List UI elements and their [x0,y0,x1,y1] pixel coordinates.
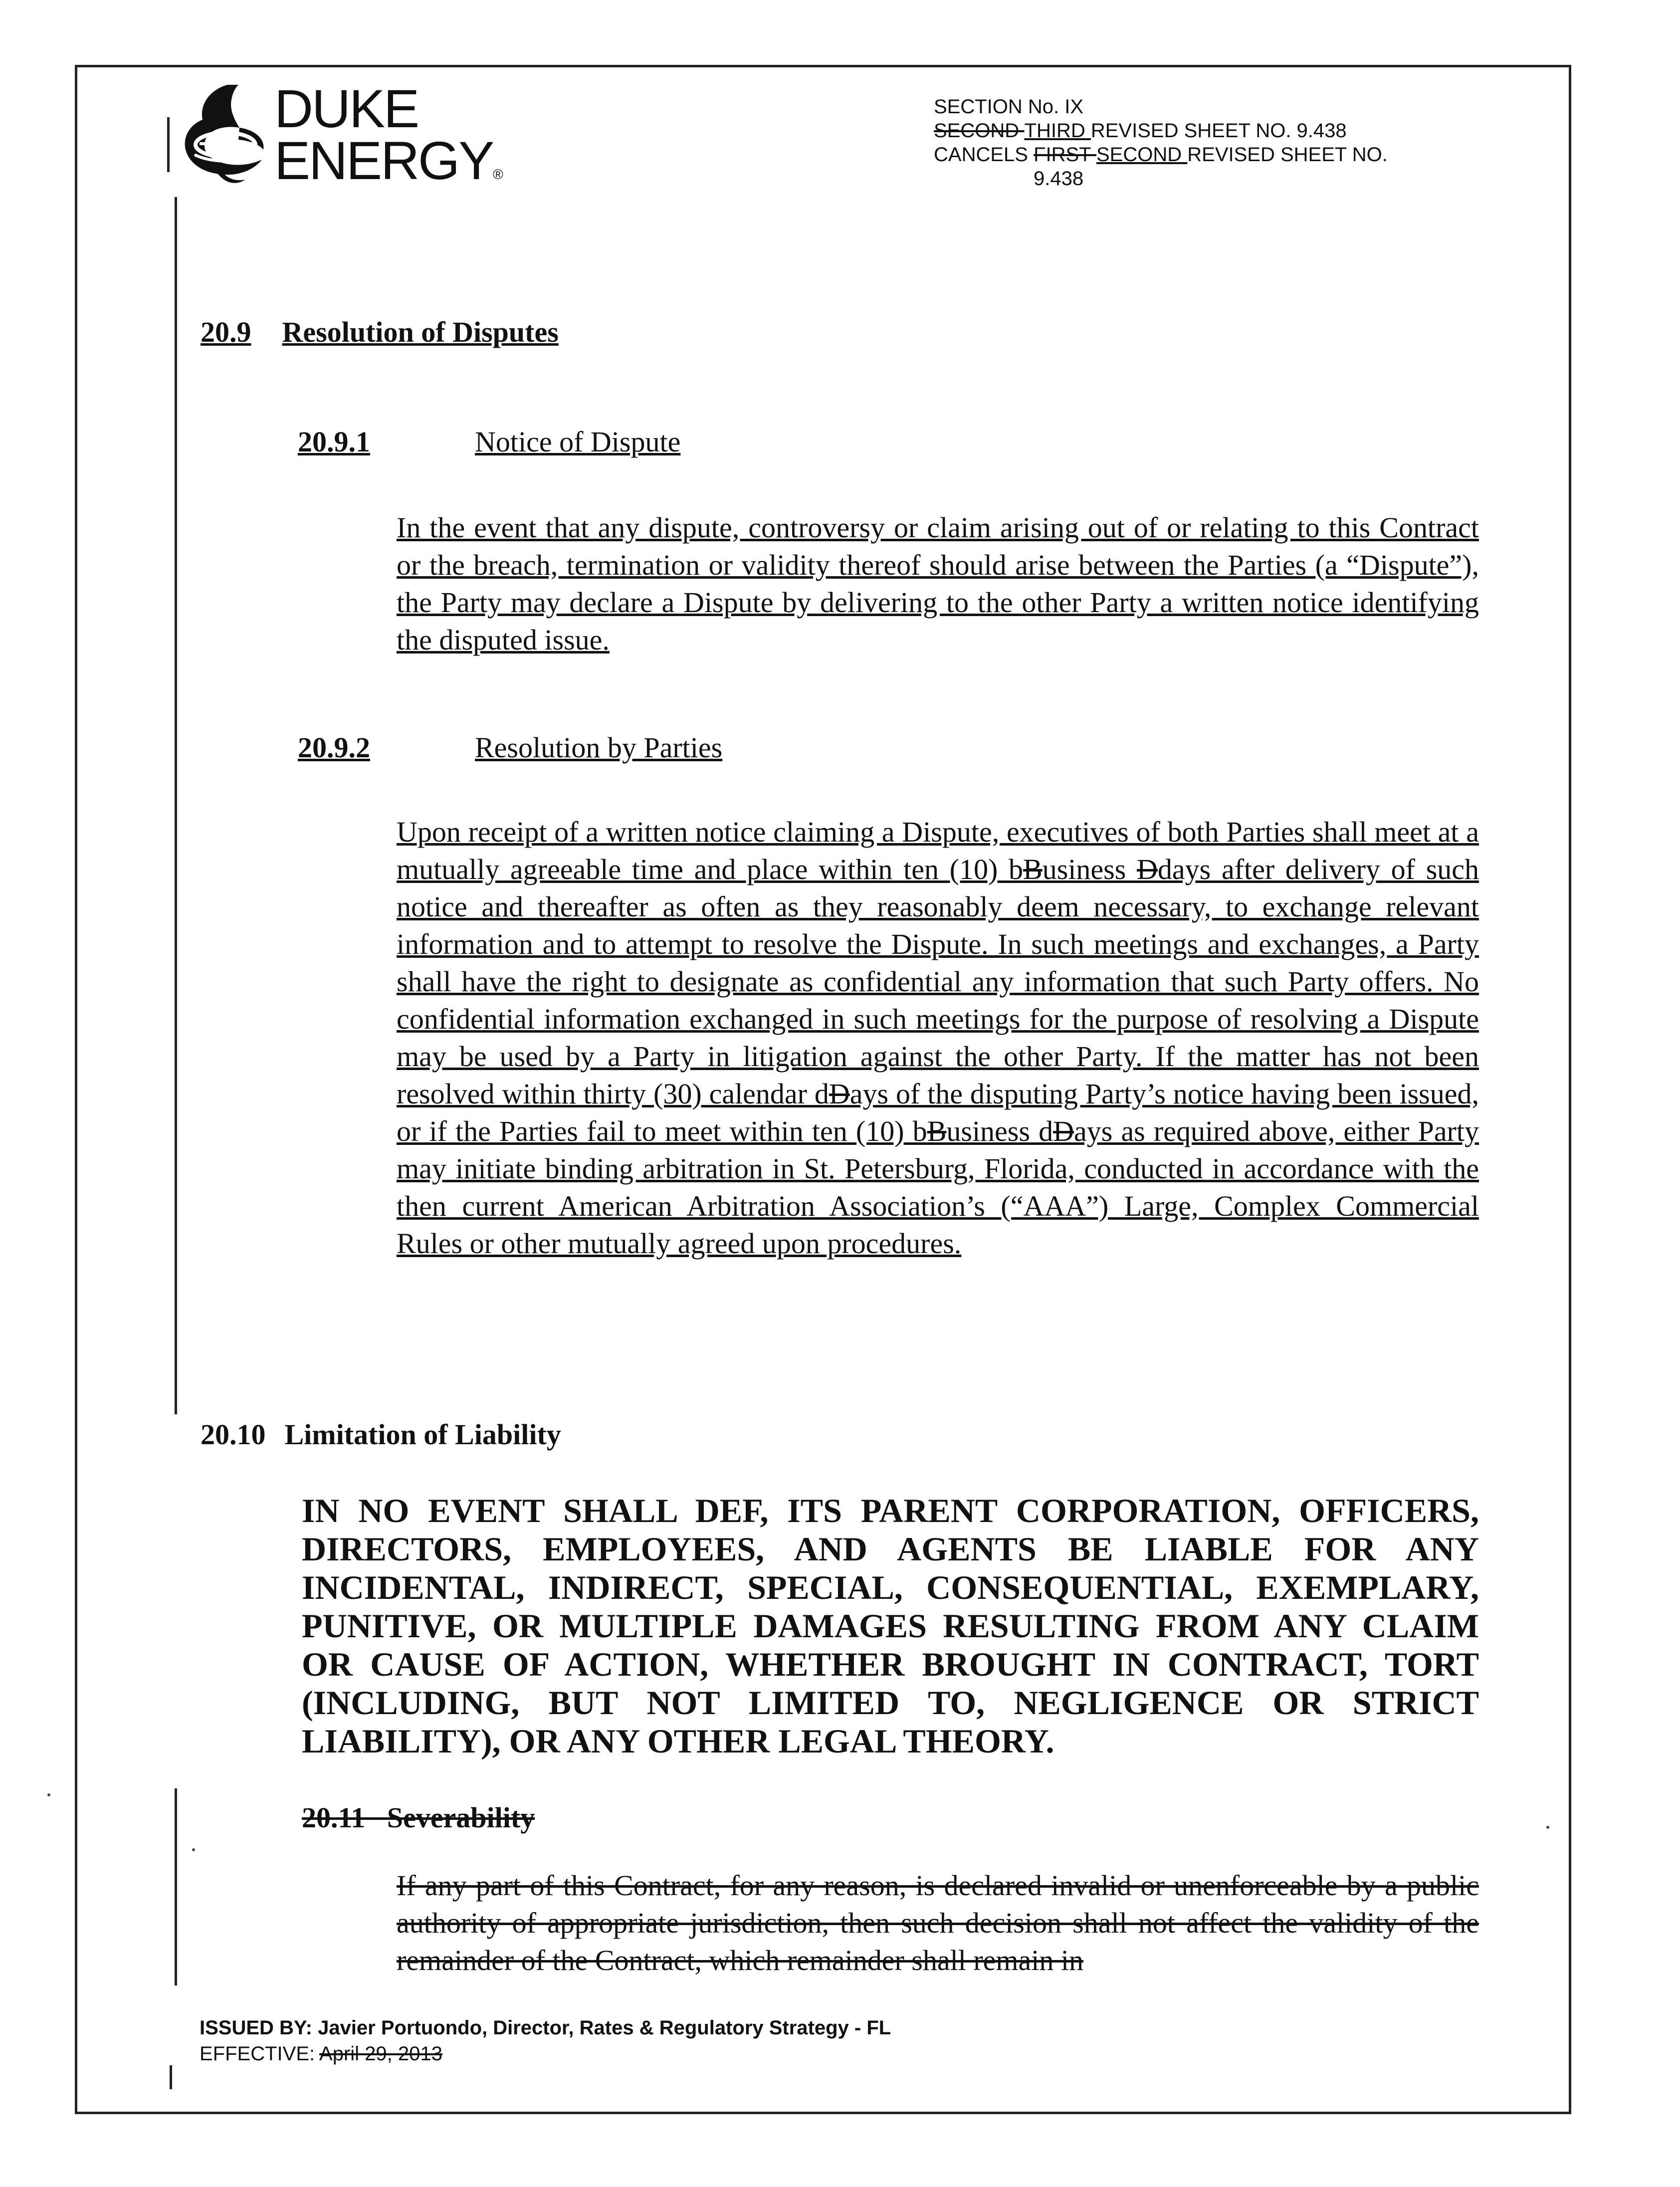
section-number: SECTION No. IX [934,96,1084,118]
struck-letter: D [1053,1115,1074,1147]
footer-effective [200,2041,442,2066]
sheet-header [934,95,1388,191]
logo-line-energy: ENERGY® [274,130,502,191]
revised-struck-text: SECOND [934,120,1025,142]
struck-letter: D [1137,853,1158,885]
section-20-9-1-title: Notice of Dispute [475,426,681,458]
change-bar-footer [170,2065,172,2089]
cancels-sheet-line: CANCELS FIRST SECOND REVISED SHEET NO. [934,144,1388,166]
section-20-10-title: Limitation of Liability [284,1418,561,1451]
scan-speck [192,1848,195,1851]
section-20-9-2-body: Upon receipt of a written notice claiming a Dispute, executives of both Parties shall meet at a mutually agreeable time and place within ten (10) bBusiness Ddays after delivery of such notice and thereafter as often as they reasonably deem necessary, to exchange relevant information and to attempt to resolve the Dispute. In such meetings and exchanges, a Party shall have the right to designate as confidential any information that such Party offers. No confidential information exchanged in such meetings for the purpose of resolving a Dispute may be used by a Party in litigation against the other Party. If the matter has not been resolved within thirty (30) calendar dDays of the disputing Party’s notice having been issued, or if the Parties fail to meet within ten (10) bBusiness dDays as required above, either Party may initiate binding arbitration in St. Petersburg, Florida, conducted in accordance with the then current American Arbitration Association’s (“AAA”) Large, Complex Commercial Rules or other mutually agreed upon procedures. [397,816,1479,1260]
section-20-10-body: IN NO EVENT SHALL DEF, ITS PARENT CORPORATION, OFFICERS, DIRECTORS, EMPLOYEES, AND AGENTS BE LIABLE FOR ANY INCIDENTAL, INDIRECT, SPECIAL, CONSEQUENTIAL, EXEMPLARY, PUNITIVE, OR MULTIPLE DAMAGES RESULTING FROM ANY CLAIM OR CAUSE OF ACTION, WHETHER BROUGHT IN CONTRACT, TORT (INCLUDING, BUT NOT LIMITED TO, NEGLIGENCE OR STRICT LIABILITY), OR ANY OTHER LEGAL THEORY. [302,1492,1479,1760]
scan-speck [47,1793,50,1796]
revised-new-text: THIRD [1024,120,1091,142]
cancels-sheet-number: 9.438 [1034,168,1084,190]
section-20-9-1-heading [298,425,680,458]
struck-letter: D [829,1078,850,1110]
registered-mark: ® [493,167,502,182]
footer-issued-by: ISSUED BY: Javier Portuondo, Director, Rates & Regulatory Strategy - FL [200,2017,891,2039]
cancels-new-text: SECOND [1096,144,1188,166]
section-20-10-heading [201,1418,561,1451]
section-20-10-number: 20.10 [201,1418,266,1451]
section-20-9-title: Resolution of Disputes [282,316,559,348]
effective-date-struck: April 29, 2013 [319,2043,442,2065]
duke-energy-logo [180,78,502,195]
section-20-11-heading: 20.11 Severability [302,1801,535,1834]
section-20-9-2-title: Resolution by Parties [475,731,723,764]
revised-sheet-line [934,119,1388,143]
struck-letter: B [927,1115,947,1147]
duke-energy-wordmark [274,78,502,201]
section-20-9-2-heading [298,731,722,764]
struck-letter: B [1023,853,1043,885]
section-20-9-number: 20.9 [201,316,251,348]
duke-energy-globe-icon [180,80,274,195]
effective-label: EFFECTIVE: [200,2043,320,2065]
section-20-9-2-number: 20.9.2 [298,731,370,764]
scan-speck [1546,1826,1549,1829]
section-20-9-heading [201,315,559,349]
section-20-9-1-body: In the event that any dispute, controversy or claim arising out of or relating to this Contract or the breach, termination or validity thereof should arise between the Parties (a “Dispute”), the Party may declare a Dispute by delivering to the other Party a written notice identifying the disputed issue. [397,511,1479,656]
revised-rest-text: REVISED SHEET NO. 9.438 [1090,120,1347,142]
change-bar-20-11 [175,1788,177,1985]
section-20-11-body: If any part of this Contract, for any reason, is declared invalid or unenforceable by a public authority of appropriate jurisdiction, then such decision shall not affect the validity of the remainder of the Contract, which remainder shall remain in [397,1869,1479,1976]
section-20-9-1-number: 20.9.1 [298,426,370,458]
change-bar-logo [167,117,170,172]
cancels-struck-text: FIRST [1034,144,1096,166]
logo-line-duke: DUKE [274,78,419,139]
change-bar-20-9 [175,197,177,1414]
